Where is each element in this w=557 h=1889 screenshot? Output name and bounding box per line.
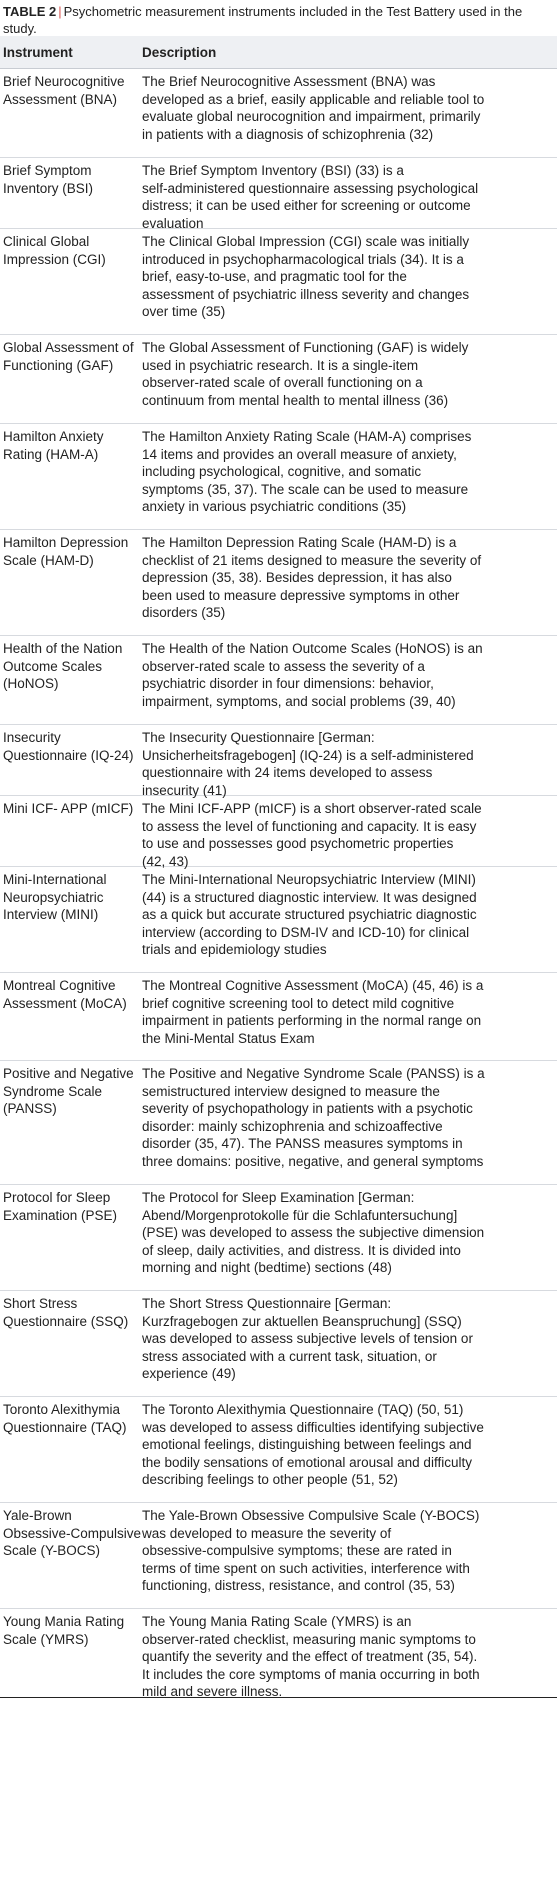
table-row: [0, 1503, 557, 1609]
table-caption: [0, 0, 557, 36]
table-row: [0, 1185, 557, 1291]
table-row: [0, 424, 557, 530]
instrument-cell: Global Assessment of Functioning (GAF): [3, 340, 134, 373]
table-row: [0, 1397, 557, 1503]
table-row: [0, 725, 557, 796]
table-row: [0, 158, 557, 229]
table-row: [0, 530, 557, 636]
table-row: [0, 1291, 557, 1397]
description-cell: The Hamilton Depression Rating Scale (HAM-D) is a checklist of 21 items designed to measure the severity of depression (35, 38). Besides depression, it has also been used to measure depressive symptoms in other disorders (35): [142, 535, 482, 621]
description-cell: The Brief Symptom Inventory (BSI) (33) is a self-administered questionnaire assessing psychological distress; it can be used either for screening or outcome evaluation: [142, 163, 479, 231]
header-instrument: Instrument: [3, 44, 73, 60]
instrument-cell: Positive and Negative Syndrome Scale (PANSS): [3, 1066, 134, 1117]
table-row: [0, 867, 557, 973]
description-cell: The Brief Neurocognitive Assessment (BNA) was developed as a brief, easily applicable and reliable tool to evaluate global neurocognition and impairment, primarily in patients with a diagnosis of schizophrenia (32): [142, 74, 485, 142]
instrument-cell: Montreal Cognitive Assessment (MoCA): [3, 978, 127, 1011]
table-row: [0, 335, 557, 424]
description-cell: The Global Assessment of Functioning (GAF) is widely used in psychiatric research. It is a single-item observer-rated scale of overall functioning on a continuum from mental health to mental illness (36): [142, 340, 469, 408]
instrument-cell: Short Stress Questionnaire (SSQ): [3, 1296, 129, 1329]
table-row: [0, 973, 557, 1061]
caption-separator: |: [58, 4, 62, 19]
table-label: TABLE 2: [3, 4, 57, 19]
instrument-cell: Brief Symptom Inventory (BSI): [3, 163, 94, 196]
description-cell: The Insecurity Questionnaire [German: Unsicherheitsfragebogen] (IQ-24) is a self-administered questionnaire with 24 items developed to assess insecurity (41): [142, 730, 474, 798]
description-cell: The Young Mania Rating Scale (YMRS) is an observer-rated checklist, measuring manic symptoms to quantify the severity and the effect of treatment (35, 54). It includes the core symptoms of mania occurring in both mild and severe illness.: [142, 1614, 480, 1700]
instrument-cell: Mini ICF- APP (mICF): [3, 801, 134, 816]
table-row: [0, 796, 557, 867]
header-description: Description: [142, 44, 217, 60]
table-row: [0, 69, 557, 158]
instrument-cell: Insecurity Questionnaire (IQ-24): [3, 730, 134, 763]
instrument-cell: Hamilton Depression Scale (HAM-D): [3, 535, 129, 568]
instrument-cell: Health of the Nation Outcome Scales (HoNOS): [3, 641, 123, 692]
description-cell: The Protocol for Sleep Examination [German: Abend/Morgenprotokolle für die Schlafuntersuchung] (PSE) was developed to assess the subjective dimension of sleep, daily activities, and distress. It is divided into morning and night (bedtime) sections (48): [142, 1190, 485, 1276]
table-row: [0, 636, 557, 725]
description-cell: The Montreal Cognitive Assessment (MoCA) (45, 46) is a brief cognitive screening tool to detect mild cognitive impairment in patients performing in the normal range on the Mini-Mental Status Exam: [142, 978, 484, 1046]
description-cell: The Short Stress Questionnaire [German: Kurzfragebogen zur aktuellen Beanspruchung] (SSQ) was developed to assess subjective levels of tension or stress associated with a current task, situation, or experience (49): [142, 1296, 473, 1382]
instrument-cell: Protocol for Sleep Examination (PSE): [3, 1190, 118, 1223]
instrument-cell: Brief Neurocognitive Assessment (BNA): [3, 74, 125, 107]
description-cell: The Toronto Alexithymia Questionnaire (TAQ) (50, 51) was developed to assess difficulties identifying subjective emotional feelings, distinguishing between feelings and the bodily sensations of emotional arousal and difficulty describing feelings to other people (51, 52): [142, 1402, 484, 1488]
description-cell: The Yale-Brown Obsessive Compulsive Scale (Y-BOCS) was developed to measure the severity of obsessive-compulsive symptoms; these are rated in terms of time spent on such activities, interference with functioning, distress, resistance, and control (35, 53): [142, 1508, 480, 1594]
caption-text: Psychometric measurement instruments included in the Test Battery used in the study.: [3, 4, 523, 36]
instrument-cell: Yale-Brown Obsessive-Compulsive Scale (Y-BOCS): [3, 1508, 142, 1559]
description-cell: The Clinical Global Impression (CGI) scale was initially introduced in psychopharmacological trials (34). It is a brief, easy-to-use, and pragmatic tool for the assessment of psychiatric illness severity and changes over time (35): [142, 234, 470, 320]
instrument-cell: Toronto Alexithymia Questionnaire (TAQ): [3, 1402, 127, 1435]
table-row: [0, 1609, 557, 1698]
instrument-cell: Hamilton Anxiety Rating (HAM-A): [3, 429, 104, 462]
instrument-cell: Mini-International Neuropsychiatric Interview (MINI): [3, 872, 107, 923]
description-cell: The Hamilton Anxiety Rating Scale (HAM-A) comprises 14 items and provides an overall measure of anxiety, including psychological, cognitive, and somatic symptoms (35, 37). The scale can be used to measure anxiety in various psychiatric conditions (35): [142, 429, 472, 515]
table-row: [0, 229, 557, 335]
table-header: [0, 36, 557, 69]
instrument-cell: Young Mania Rating Scale (YMRS): [3, 1614, 125, 1647]
description-cell: The Health of the Nation Outcome Scales (HoNOS) is an observer-rated scale to assess the severity of a psychiatric disorder in four dimensions: behavior, impairment, symptoms, and social problems (39, 40): [142, 641, 483, 709]
description-cell: The Mini ICF-APP (mICF) is a short observer-rated scale to assess the level of functioning and capacity. It is easy to use and possesses good psychometric properties (42, 43): [142, 801, 482, 869]
description-cell: The Positive and Negative Syndrome Scale (PANSS) is a semistructured interview designed to measure the severity of psychopathology in patients with a psychotic disorder: mainly schizophrenia and schizoaffective disorder (35, 47). The PANSS measures symptoms in three domains: positive, negative, and general symptoms: [142, 1066, 485, 1169]
instrument-cell: Clinical Global Impression (CGI): [3, 234, 106, 267]
table-body: [0, 69, 557, 1698]
table-row: [0, 1061, 557, 1185]
description-cell: The Mini-International Neuropsychiatric Interview (MINI) (44) is a structured diagnostic interview. It was designed as a quick but accurate structured psychiatric diagnostic interview (according to DSM-IV and ICD-10) for clinical trials and epidemiology studies: [142, 872, 477, 958]
